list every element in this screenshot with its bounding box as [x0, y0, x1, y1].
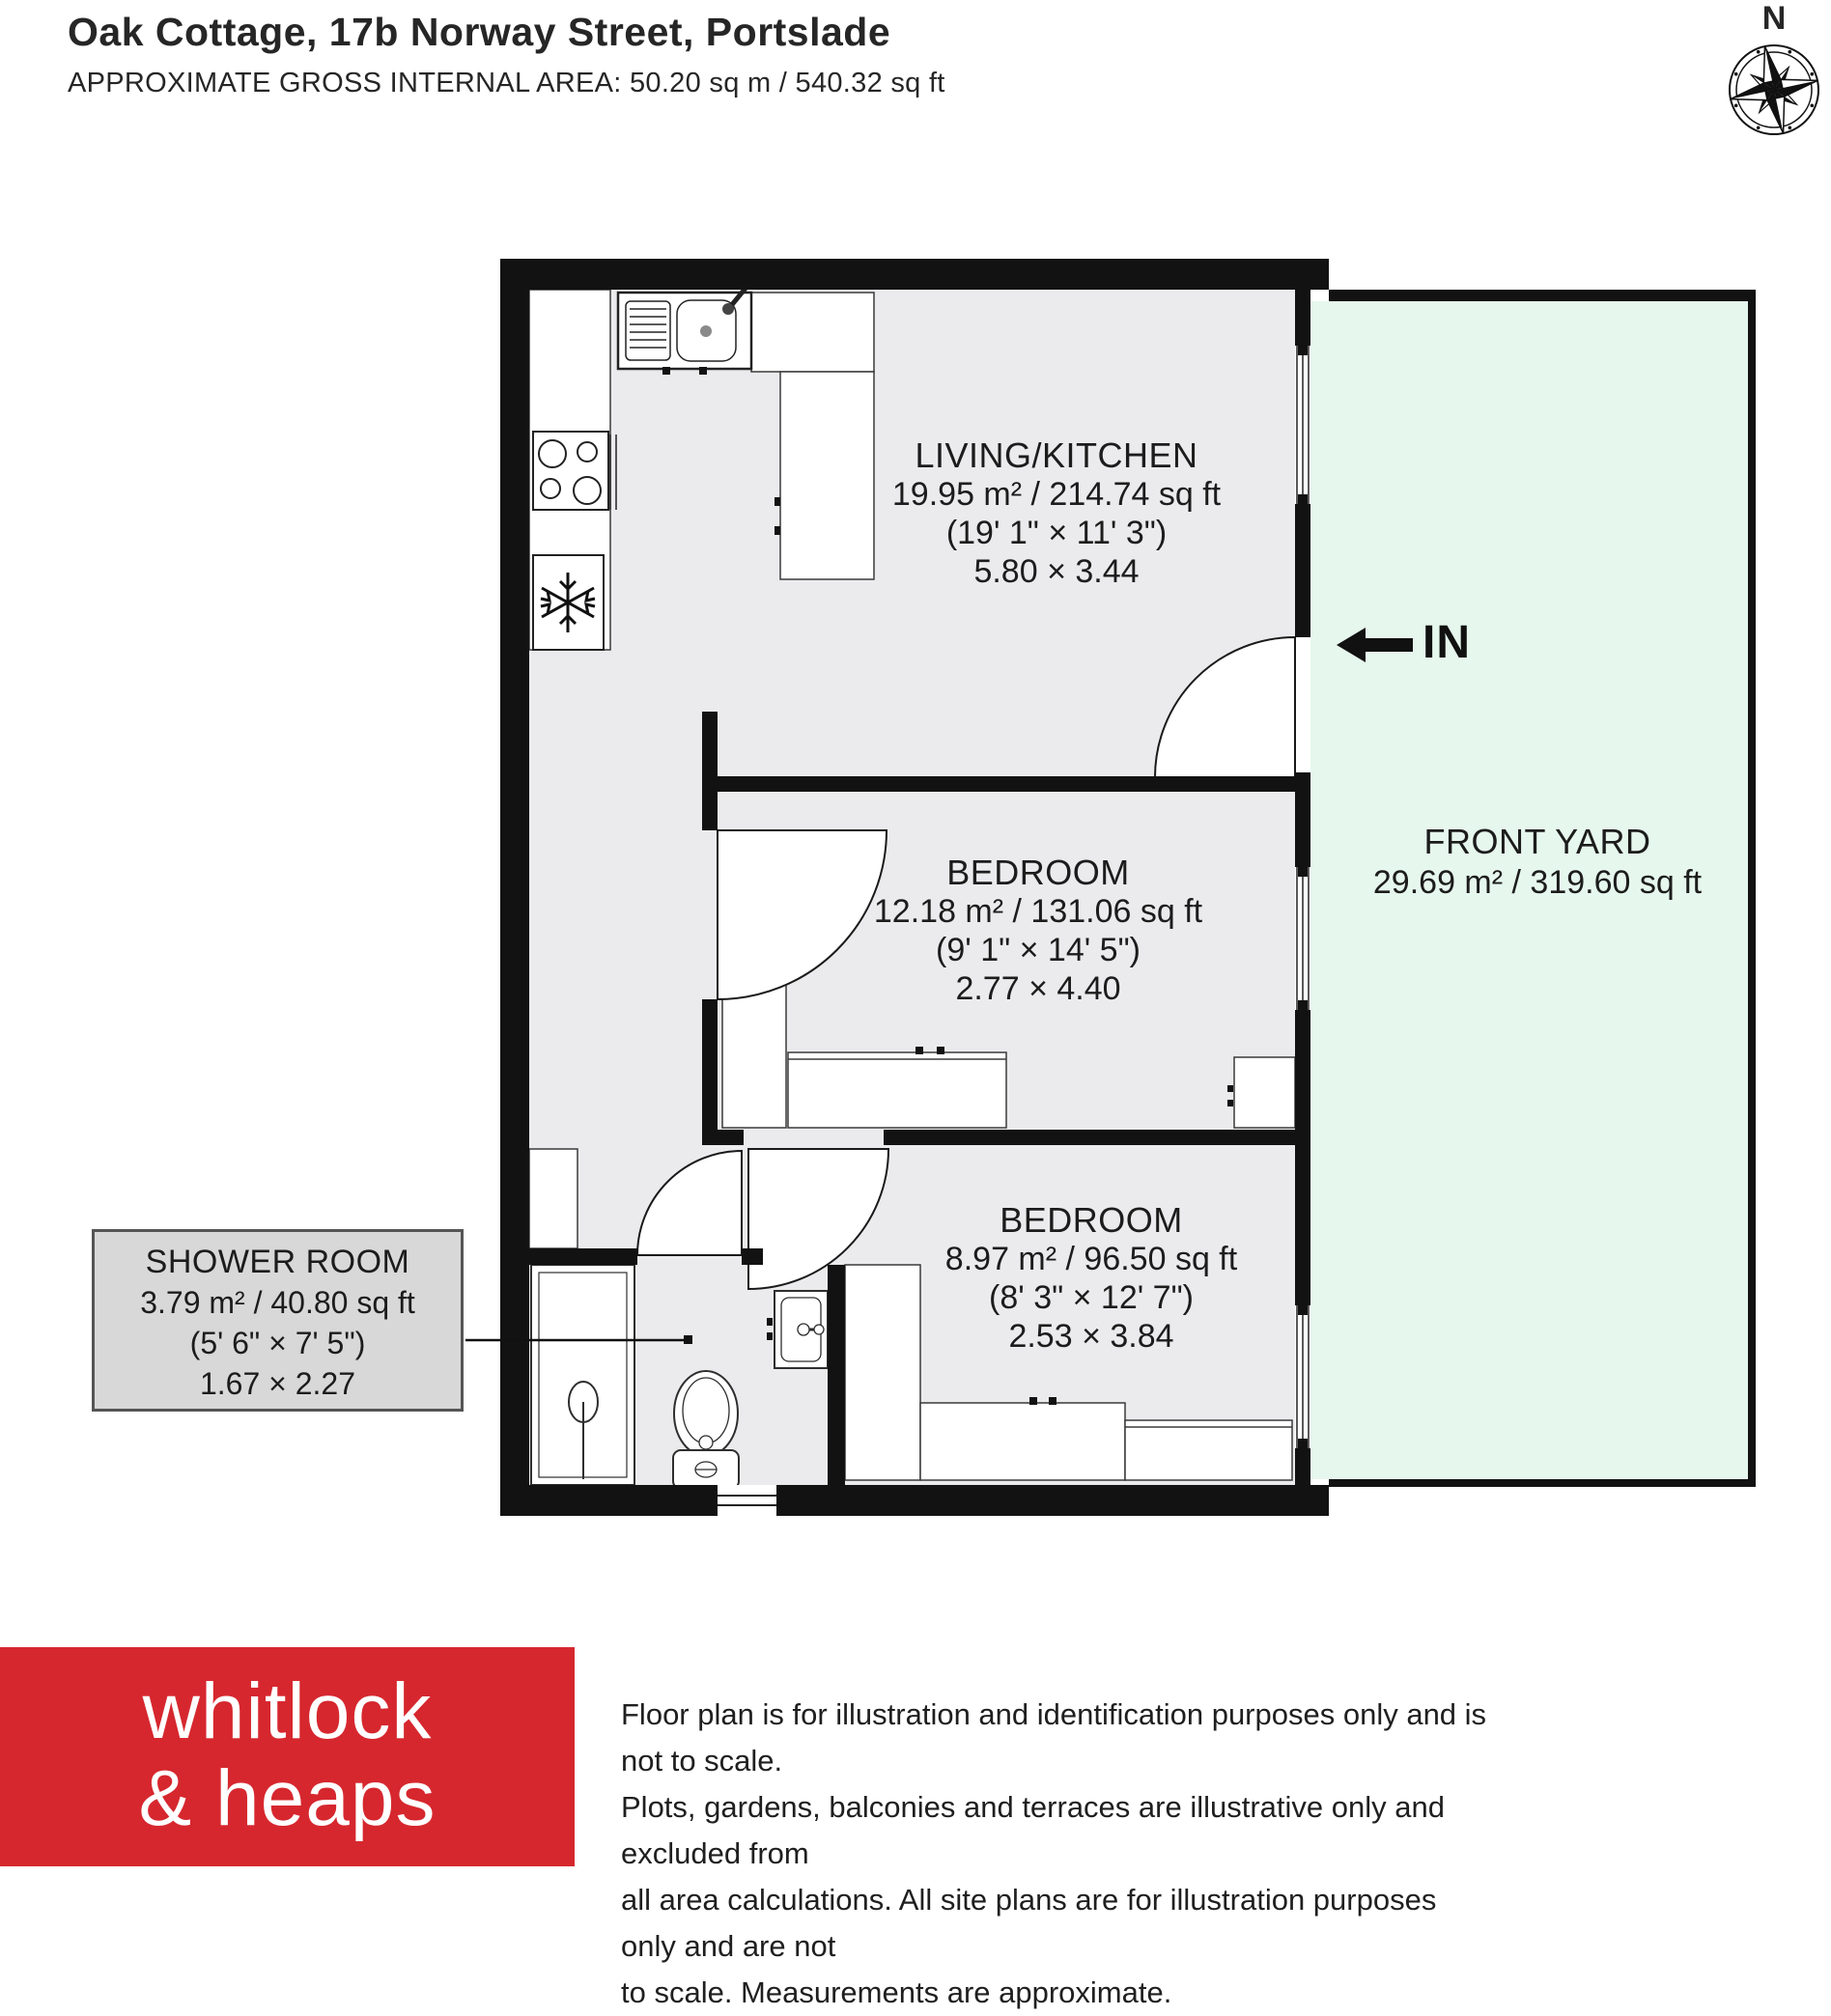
bedroom2-unit-1: [920, 1403, 1125, 1480]
bedroom2-unit-2: [1125, 1420, 1292, 1480]
page-title: Oak Cottage, 17b Norway Street, Portslade: [68, 10, 891, 54]
page-subtitle: APPROXIMATE GROSS INTERNAL AREA: 50.20 sq m / 540.32 sq ft: [68, 68, 945, 98]
room-label-living-kitchen: LIVING/KITCHEN 19.95 m² / 214.74 sq ft (19' 1" × 11' 3") 5.80 × 3.44: [891, 435, 1222, 590]
kitchen-counter-top: [751, 293, 874, 372]
bedroom1-wardrobe: [722, 983, 786, 1128]
compass-north-label: N: [1761, 0, 1787, 37]
agency-logo: [0, 1647, 575, 1866]
logo-line-2: & heaps: [138, 1754, 437, 1842]
compass-icon: [1721, 37, 1826, 142]
shower-icon: [531, 1265, 634, 1485]
hob-icon: [533, 432, 616, 510]
hallway-cupboard: [529, 1149, 577, 1248]
disclaimer-text: Floor plan is for illustration and identification purposes only and is not to scale. Plots, gardens, balconies and terraces are illustrative only and excluded from all area calculations. All site plans are for illustration purposes only and are not to scale. Measurements are approximate.: [621, 1697, 1487, 2009]
basin-icon: [775, 1291, 828, 1368]
entry-in-label: IN: [1423, 617, 1471, 668]
toilet-icon: [673, 1371, 739, 1489]
room-label-bedroom-1: BEDROOM 12.18 m² / 131.06 sq ft (9' 1" × 14' 5") 2.77 × 4.40: [873, 853, 1203, 1007]
room-label-bedroom-2: BEDROOM 8.97 m² / 96.50 sq ft (8' 3" × 12' 7") 2.53 × 3.84: [944, 1200, 1238, 1355]
shower-room-label-box: SHOWER ROOM 3.79 m² / 40.80 sq ft (5' 6" × 7' 5") 1.67 × 2.27: [92, 1229, 464, 1412]
room-label-front-yard: FRONT YARD 29.69 m² / 319.60 sq ft: [1372, 822, 1703, 901]
bedroom2-wardrobe: [845, 1265, 920, 1480]
bedroom1-corner-unit: [1234, 1057, 1295, 1128]
logo-line-1: whitlock: [142, 1667, 433, 1755]
bedroom1-desk: [788, 1052, 1006, 1128]
fridge-icon: [533, 555, 604, 650]
kitchen-peninsula: [780, 372, 874, 579]
rear-opening: [712, 1485, 782, 1516]
